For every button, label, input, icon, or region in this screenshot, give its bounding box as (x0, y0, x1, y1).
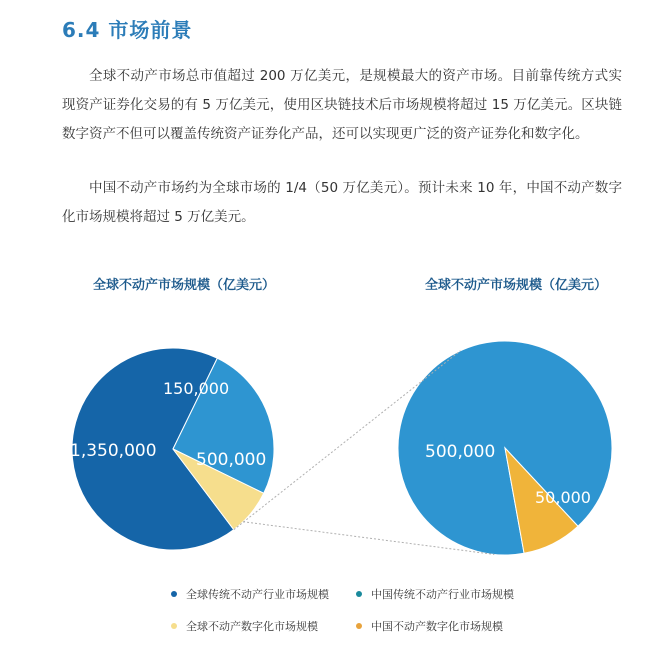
legend-label: 中国传统不动产行业市场规模 (371, 588, 514, 601)
legend-dot (356, 623, 362, 629)
paragraph-global-market: 全球不动产市场总市值超过 200 万亿美元，是规模最大的资产市场。目前靠传统方式实现资产证券化交易的有 5 万亿美元，使用区块链技术后市场规模将超过 15 万亿美元。区块链数字资产不但可以覆盖传统资产证券化产品，还可以实现更广泛的资产证券化和数字化。 (62, 68, 622, 142)
legend-label: 全球传统不动产行业市场规模 (186, 588, 329, 601)
legend-dot (171, 591, 177, 597)
paragraph-china-market: 中国不动产市场约为全球市场的 1/4（50 万亿美元）。预计未来 10 年，中国不动产数字化市场规模将超过 5 万亿美元。 (62, 180, 622, 225)
china-traditional-label: 500,000 (425, 442, 496, 462)
global-traditional-label: 1,350,000 (70, 441, 157, 461)
left-chart-title: 全球不动产市场规模（亿美元） (93, 278, 276, 293)
legend-item-global-digital (171, 618, 318, 634)
legend-item-china-digital (356, 618, 503, 634)
right-chart-title: 全球不动产市场规模（亿美元） (425, 278, 608, 293)
legend-label: 中国不动产数字化市场规模 (371, 620, 503, 633)
legend-item-global-traditional (171, 586, 329, 602)
legend-item-china-traditional (356, 586, 514, 602)
legend-dot (171, 623, 177, 629)
legend-dot (356, 591, 362, 597)
legend-label: 全球不动产数字化市场规模 (186, 620, 318, 633)
global-digital-label: 150,000 (163, 379, 230, 398)
section-heading: 6.4 市场前景 (62, 18, 193, 42)
china-traditional-label: 500,000 (196, 450, 267, 470)
china-digital-label: 50,000 (535, 488, 591, 507)
